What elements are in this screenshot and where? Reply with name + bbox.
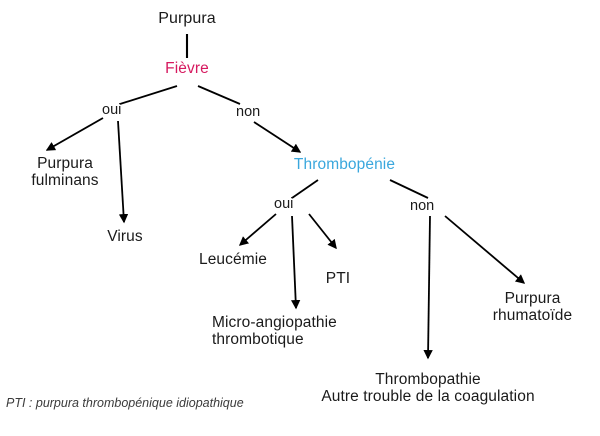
edge-fievre-oui (120, 86, 177, 104)
edge-label-fievre-non: non (236, 104, 261, 120)
edge-oui-leucemie (240, 214, 276, 245)
node-micro-angiopathie-label-line2: thrombotique (212, 331, 304, 349)
node-thrombopenie (272, 156, 417, 173)
node-leucemie-label: Leucémie (198, 251, 267, 268)
edge-thrombopenie-oui (292, 180, 318, 198)
node-micro-angiopathie-label-line1: Micro-angiopathie (212, 314, 337, 331)
edge-oui-purpura-fulminans (47, 118, 103, 150)
node-thrombopathie-label-line1: Thrombopathie (375, 371, 481, 388)
edge-non-thrombopathie (428, 216, 430, 358)
node-purpura (137, 10, 237, 28)
edge-oui-micro-angiopathie (292, 216, 296, 308)
edge-label-thrombopenie-oui: oui (274, 196, 294, 212)
edge-non-purpura-rhumatoide (445, 216, 524, 283)
node-thrombopathie-label-line2: Autre trouble de la coagulation (321, 388, 535, 406)
node-purpura-fulminans-label-line1: Purpura (37, 155, 93, 172)
edge-label-fievre-oui: oui (102, 102, 122, 118)
node-purpura-rhumatoide-label-line2: rhumatoïde (492, 307, 573, 325)
node-virus-label: Virus (107, 228, 143, 245)
node-purpura-fulminans (0, 155, 130, 190)
node-fievre (147, 60, 227, 77)
node-purpura-rhumatoide (470, 290, 595, 325)
edge-fievre-non (198, 86, 240, 104)
node-fievre-label: Fièvre (165, 60, 209, 77)
node-purpura-rhumatoide-label-line1: Purpura (504, 290, 561, 307)
edge-non-thrombopenie (254, 122, 300, 152)
node-virus (80, 228, 170, 245)
node-thrombopenie-label: Thrombopénie (293, 156, 396, 173)
node-pti-label: PTI (325, 270, 351, 287)
node-thrombopathie (268, 371, 588, 406)
footnote: PTI : purpura thrombopénique idiopathique (6, 396, 244, 410)
edge-oui-pti (309, 214, 336, 248)
node-purpura-label: Purpura (158, 10, 216, 27)
edge-label-thrombopenie-non: non (410, 198, 435, 214)
node-pti (308, 270, 368, 287)
node-micro-angiopathie (212, 314, 382, 349)
node-leucemie (178, 251, 288, 268)
node-purpura-fulminans-label-line2: fulminans (31, 172, 99, 190)
edge-thrombopenie-non (390, 180, 428, 198)
